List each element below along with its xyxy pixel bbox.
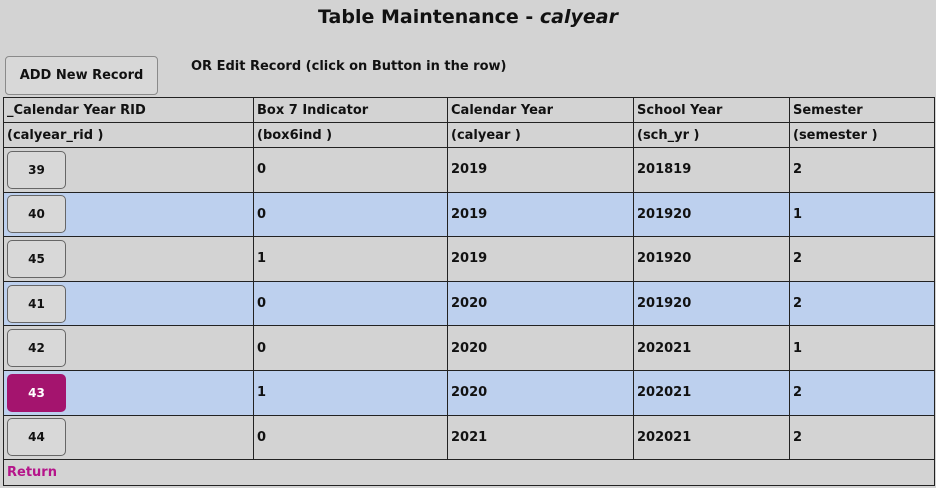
- semester-cell: 2: [790, 415, 935, 460]
- rid-cell: [4, 148, 254, 193]
- header-row: [4, 98, 935, 123]
- calyear-cell: 2019: [448, 148, 634, 193]
- semester-cell: 1: [790, 326, 935, 371]
- sch-yr-cell: 201819: [634, 148, 790, 193]
- box-cell: 1: [254, 237, 448, 282]
- rid-cell: [4, 415, 254, 460]
- edit-record-button[interactable]: 40: [7, 195, 66, 233]
- field-name-rid: (calyear_rid ): [4, 123, 254, 148]
- sch-yr-cell: 201920: [634, 192, 790, 237]
- table-row: [4, 237, 935, 282]
- box-cell: 0: [254, 326, 448, 371]
- calyear-cell: 2020: [448, 370, 634, 415]
- table-row: [4, 415, 935, 460]
- calyear-cell: 2020: [448, 281, 634, 326]
- semester-cell: 2: [790, 237, 935, 282]
- edit-record-button[interactable]: 41: [7, 285, 66, 323]
- footer-row: [4, 460, 935, 486]
- edit-record-hint: OR Edit Record (click on Button in the row): [191, 59, 507, 74]
- box-cell: 0: [254, 192, 448, 237]
- table-row: [4, 192, 935, 237]
- page-title: [0, 6, 936, 28]
- title-prefix: Table Maintenance -: [318, 6, 540, 28]
- table-row: [4, 148, 935, 193]
- calyear-cell: 2020: [448, 326, 634, 371]
- column-header-sch-yr: School Year: [634, 98, 790, 123]
- return-link[interactable]: Return: [7, 465, 57, 481]
- sch-yr-cell: 202021: [634, 326, 790, 371]
- box-cell: 1: [254, 370, 448, 415]
- semester-cell: 2: [790, 148, 935, 193]
- edit-record-button[interactable]: 45: [7, 240, 66, 278]
- table-row: [4, 281, 935, 326]
- field-name-box: (box6ind ): [254, 123, 448, 148]
- footer-cell: [4, 460, 935, 486]
- semester-cell: 1: [790, 192, 935, 237]
- records-table: [3, 97, 935, 486]
- box-cell: 0: [254, 148, 448, 193]
- rid-cell: [4, 192, 254, 237]
- field-name-row: [4, 123, 935, 148]
- rid-cell: [4, 237, 254, 282]
- field-name-sch-yr: (sch_yr ): [634, 123, 790, 148]
- sch-yr-cell: 201920: [634, 237, 790, 282]
- rid-cell: [4, 281, 254, 326]
- field-name-calyear: (calyear ): [448, 123, 634, 148]
- table-row: [4, 370, 935, 415]
- calyear-cell: 2021: [448, 415, 634, 460]
- box-cell: 0: [254, 415, 448, 460]
- table-name: calyear: [539, 6, 618, 28]
- rid-cell: [4, 370, 254, 415]
- rid-cell: [4, 326, 254, 371]
- table-row: [4, 326, 935, 371]
- sch-yr-cell: 202021: [634, 370, 790, 415]
- add-new-record-button[interactable]: ADD New Record: [5, 56, 158, 95]
- sch-yr-cell: 202021: [634, 415, 790, 460]
- edit-record-button[interactable]: 42: [7, 329, 66, 367]
- box-cell: 0: [254, 281, 448, 326]
- column-header-semester: Semester: [790, 98, 935, 123]
- column-header-calyear: Calendar Year: [448, 98, 634, 123]
- edit-record-button-active[interactable]: 43: [7, 374, 66, 412]
- edit-record-button[interactable]: 39: [7, 151, 66, 189]
- column-header-rid: _Calendar Year RID: [4, 98, 254, 123]
- semester-cell: 2: [790, 281, 935, 326]
- calyear-cell: 2019: [448, 237, 634, 282]
- field-name-semester: (semester ): [790, 123, 935, 148]
- column-header-box: Box 7 Indicator: [254, 98, 448, 123]
- calyear-cell: 2019: [448, 192, 634, 237]
- sch-yr-cell: 201920: [634, 281, 790, 326]
- edit-record-button[interactable]: 44: [7, 418, 66, 456]
- semester-cell: 2: [790, 370, 935, 415]
